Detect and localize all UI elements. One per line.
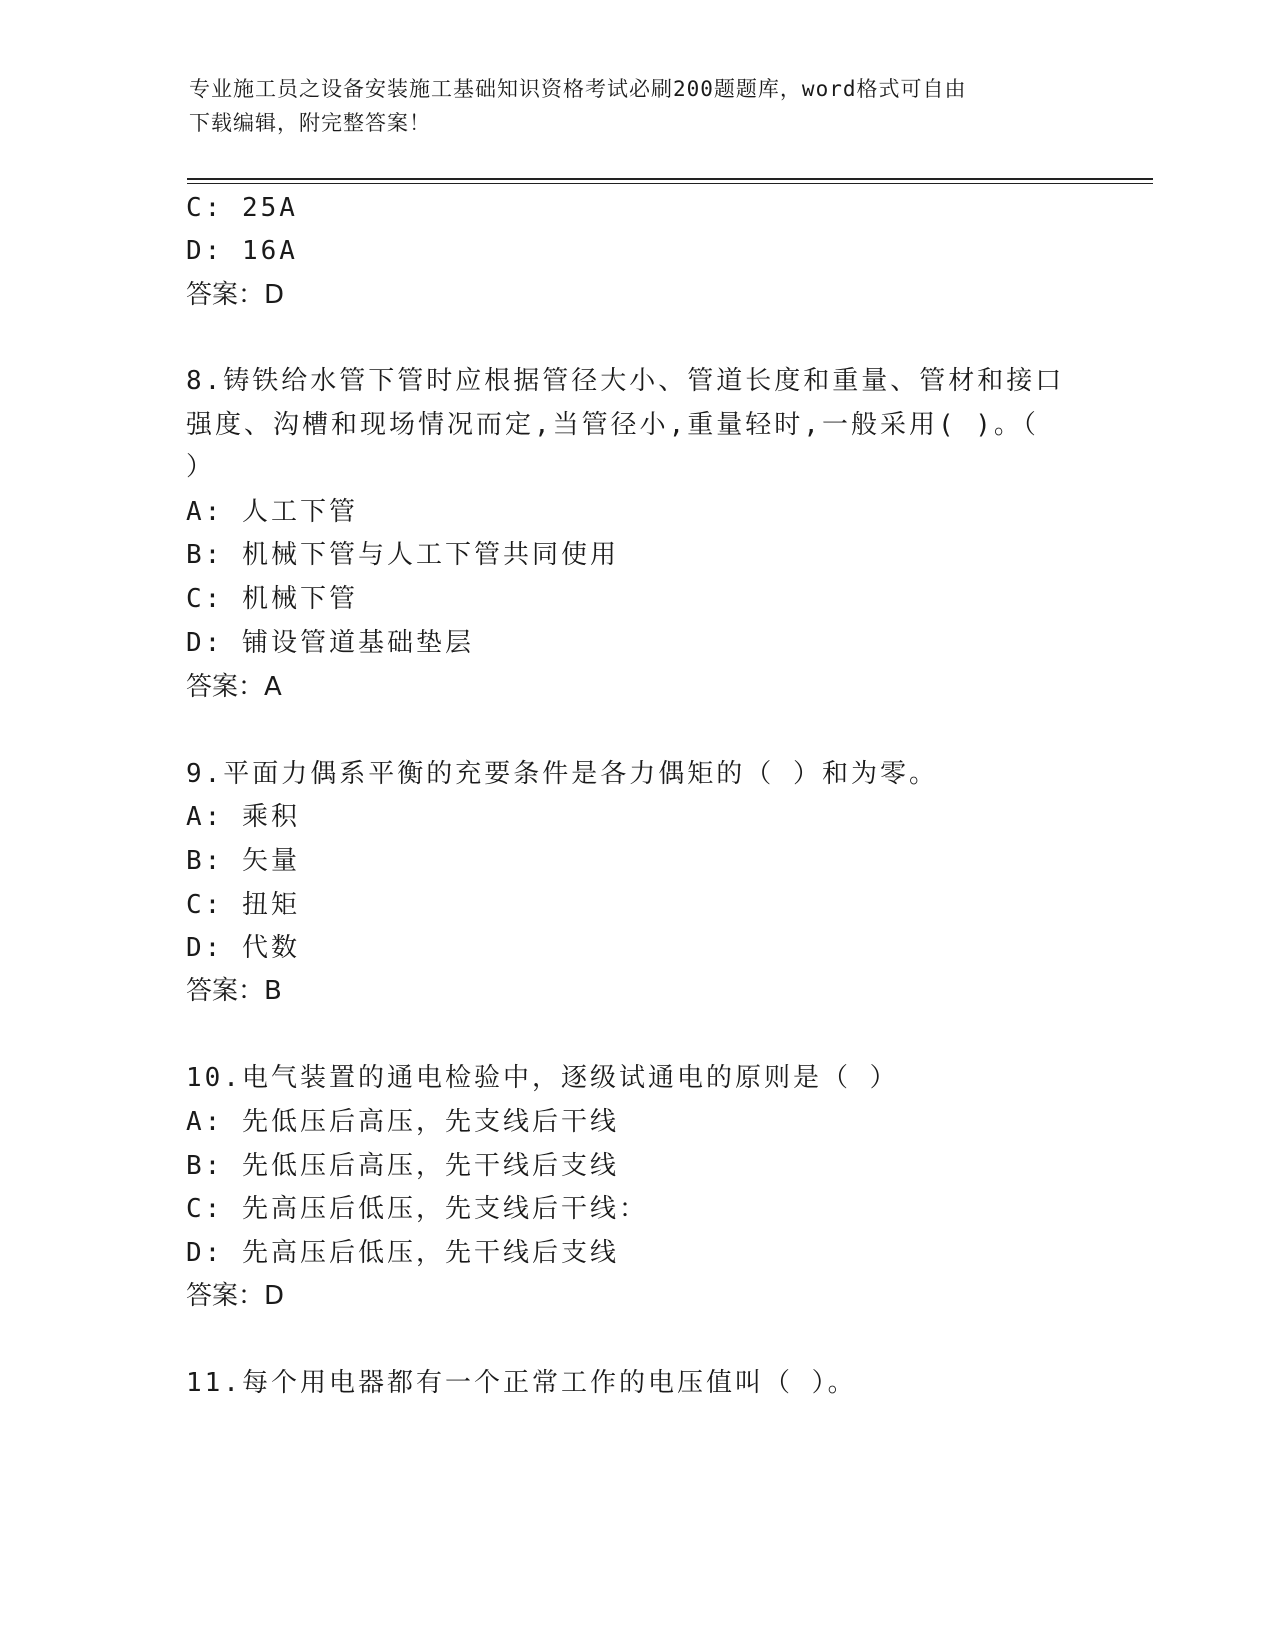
q10-option-b: B: 先低压后高压，先干线后支线: [186, 1151, 619, 1181]
q10-option-d: D: 先高压后低压，先干线后支线: [186, 1238, 619, 1268]
q9-option-c: C: 扭矩: [186, 890, 300, 920]
header-line-1: 专业施工员之设备安装施工基础知识资格考试必刷200题题库，word格式可自由: [189, 77, 967, 101]
q7-option-c: C: 25A: [186, 193, 298, 223]
document-header: [189, 72, 1069, 140]
q10-answer: 答案：D: [186, 1281, 285, 1311]
q7-answer: 答案：D: [186, 280, 285, 310]
q10-option-c: C: 先高压后低压，先支线后干线：: [186, 1194, 648, 1224]
header-divider-thin: [187, 183, 1153, 184]
q8-answer: 答案：A: [186, 672, 282, 702]
q9-option-b: B: 矢量: [186, 846, 300, 876]
q8-option-d: D: 铺设管道基础垫层: [186, 628, 474, 658]
q10-option-a: A: 先低压后高压，先支线后干线: [186, 1107, 619, 1137]
q9-option-d: D: 代数: [186, 933, 300, 963]
q8-option-a: A: 人工下管: [186, 497, 358, 527]
q8-option-c: C: 机械下管: [186, 584, 358, 614]
q8-question-line-3: ）: [186, 452, 216, 482]
q10-question: 10.电气装置的通电检验中，逐级试通电的原则是（ ）: [186, 1063, 899, 1093]
q7-option-d: D: 16A: [186, 236, 298, 266]
q8-question-line-2: 强度、沟槽和现场情况而定,当管径小,重量轻时,一般采用( )。（: [186, 410, 1039, 440]
q8-option-b: B: 机械下管与人工下管共同使用: [186, 540, 619, 570]
q8-question-line-1: 8.铸铁给水管下管时应根据管径大小、管道长度和重量、管材和接口: [186, 366, 1065, 396]
header-line-2: 下载编辑，附完整答案！: [189, 111, 431, 135]
q9-answer: 答案：B: [186, 976, 282, 1006]
q11-question: 11.每个用电器都有一个正常工作的电压值叫（ ）。: [186, 1368, 857, 1398]
header-divider-thick: [187, 178, 1153, 180]
q9-question: 9.平面力偶系平衡的充要条件是各力偶矩的（ ）和为零。: [186, 759, 938, 789]
q9-option-a: A: 乘积: [186, 802, 300, 832]
